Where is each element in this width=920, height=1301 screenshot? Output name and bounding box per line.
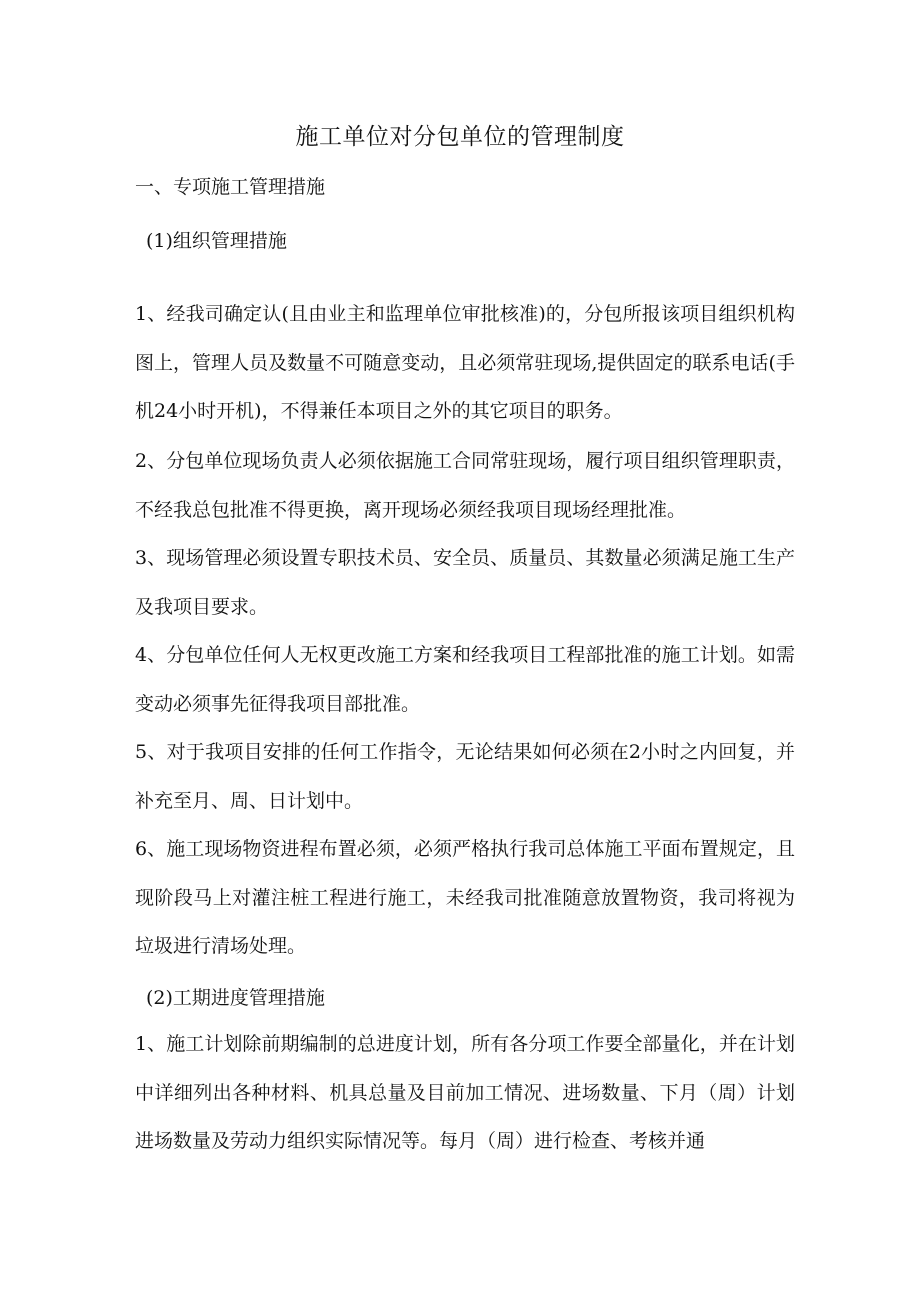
paragraph: 1、经我司确定认(且由业主和监理单位审批核准)的，分包所报该项目组织机构图上，管理人员及数量不可随意变动，且必须常驻现场,提供固定的联系电话(手机24小时开机)，不得兼任本项目之外的其它项目的职务。 — [135, 303, 795, 422]
paragraph: 2、分包单位现场负责人必须依据施工合同常驻现场，履行项目组织管理职责，不经我总包批准不得更换，离开现场必须经我项目现场经理批准。 — [135, 450, 795, 521]
document-title: 施工单位对分包单位的管理制度 — [295, 124, 625, 150]
paragraph: 1、施工计划除前期编制的总进度计划，所有各分项工作要全部量化，并在计划中详细列出各种材料、机具总量及目前加工情况、进场数量、下月（周）计划进场数量及劳动力组织实际情况等。每月（周）进行检查、考核并通 — [135, 1033, 795, 1152]
subsection-heading: (1)组织管理措施 — [146, 230, 287, 252]
paragraph: 4、分包单位任何人无权更改施工方案和经我项目工程部批准的施工计划。如需变动必须事先征得我项目部批准。 — [135, 644, 795, 715]
section-heading: 一、专项施工管理措施 — [135, 176, 326, 198]
paragraph: 3、现场管理必须设置专职技术员、安全员、质量员、其数量必须满足施工生产及我项目要求。 — [135, 547, 795, 618]
paragraph: 6、施工现场物资进程布置必须，必须严格执行我司总体施工平面布置规定，且现阶段马上对灌注桩工程进行施工，未经我司批准随意放置物资，我司将视为垃圾进行清场处理。 — [135, 838, 795, 957]
paragraph: 5、对于我项目安排的任何工作指令，无论结果如何必须在2小时之内回复，并补充至月、周、日计划中。 — [135, 741, 795, 812]
subsection-heading: (2)工期进度管理措施 — [146, 987, 325, 1009]
